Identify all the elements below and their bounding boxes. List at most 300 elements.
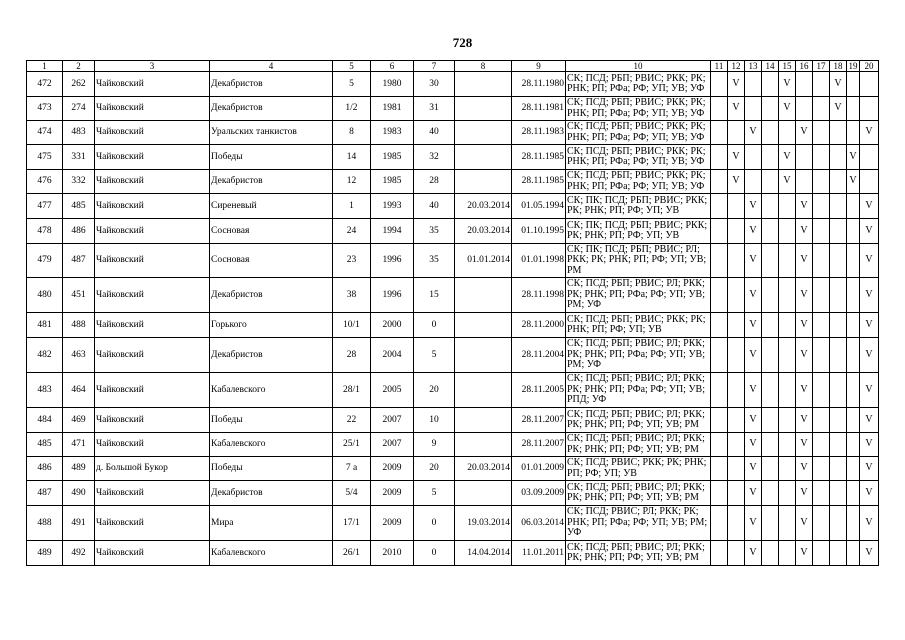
house-cell: 5 — [333, 72, 371, 97]
date-start-cell: 20.03.2014 — [455, 219, 512, 244]
column-header-13: 13 — [745, 61, 762, 72]
empty-mark-cell — [711, 97, 728, 121]
empty-mark-cell — [860, 145, 879, 170]
value-cell: 32 — [414, 145, 455, 170]
date-start-cell: 01.01.2014 — [455, 244, 512, 278]
page-number: 728 — [452, 35, 473, 50]
check-mark-cell: V — [860, 194, 879, 219]
empty-mark-cell — [847, 244, 860, 278]
table-row — [27, 481, 879, 506]
settlement-cell: Чайковский — [95, 433, 210, 457]
table-row — [27, 278, 879, 313]
empty-mark-cell — [728, 433, 745, 457]
empty-mark-cell — [779, 373, 796, 408]
check-mark-cell: V — [796, 541, 813, 566]
date-cell: 28.11.1980 — [512, 72, 566, 97]
value-cell: 0 — [414, 506, 455, 541]
id-cell: 262 — [63, 72, 95, 97]
date-start-cell — [455, 338, 512, 373]
empty-mark-cell — [745, 170, 762, 194]
empty-mark-cell — [847, 278, 860, 313]
empty-mark-cell — [830, 244, 847, 278]
column-header-16: 16 — [796, 61, 813, 72]
empty-mark-cell — [830, 145, 847, 170]
codes-cell: СК; ПСД; РБП; РВИС; РЛ; РКК; РК; РНК; РП; РФа; РФ; УП; УВ; РМ; УФ — [566, 338, 711, 373]
empty-mark-cell — [779, 313, 796, 338]
id-cell: 464 — [63, 373, 95, 408]
table-row — [27, 408, 879, 433]
empty-mark-cell — [813, 97, 830, 121]
id-cell: 471 — [63, 433, 95, 457]
id-cell: 491 — [63, 506, 95, 541]
date-cell: 03.09.2009 — [512, 481, 566, 506]
settlement-cell: Чайковский — [95, 219, 210, 244]
check-mark-cell: V — [796, 121, 813, 145]
empty-mark-cell — [813, 433, 830, 457]
empty-mark-cell — [728, 313, 745, 338]
id-cell: 469 — [63, 408, 95, 433]
codes-cell: СК; ПСД; РБП; РВИС; РЛ; РКК; РК; РНК; РП; РФ; УП; УВ; РМ — [566, 408, 711, 433]
table-row — [27, 373, 879, 408]
codes-cell: СК; ПСД; РБП; РВИС; РЛ; РКК; РК; РНК; РП; РФ; УП; УВ; РМ — [566, 433, 711, 457]
check-mark-cell: V — [745, 506, 762, 541]
column-header-5: 5 — [333, 61, 371, 72]
value-cell: 5 — [414, 481, 455, 506]
empty-mark-cell — [813, 194, 830, 219]
street-cell: Мира — [210, 506, 333, 541]
empty-mark-cell — [813, 219, 830, 244]
date-start-cell — [455, 408, 512, 433]
empty-mark-cell — [711, 313, 728, 338]
year-cell: 1996 — [371, 278, 414, 313]
row-number-cell: 489 — [27, 541, 63, 566]
year-cell: 2010 — [371, 541, 414, 566]
check-mark-cell: V — [728, 145, 745, 170]
column-header-11: 11 — [711, 61, 728, 72]
street-cell: Декабристов — [210, 170, 333, 194]
row-number-cell: 486 — [27, 457, 63, 481]
empty-mark-cell — [847, 121, 860, 145]
check-mark-cell: V — [796, 433, 813, 457]
empty-mark-cell — [728, 481, 745, 506]
house-cell: 24 — [333, 219, 371, 244]
value-cell: 31 — [414, 97, 455, 121]
value-cell: 9 — [414, 433, 455, 457]
table-row — [27, 506, 879, 541]
empty-mark-cell — [728, 194, 745, 219]
check-mark-cell: V — [745, 408, 762, 433]
date-cell: 28.11.2007 — [512, 433, 566, 457]
table-row — [27, 541, 879, 566]
check-mark-cell: V — [745, 481, 762, 506]
empty-mark-cell — [813, 373, 830, 408]
street-cell: Сосновая — [210, 244, 333, 278]
empty-mark-cell — [796, 170, 813, 194]
row-number-cell: 487 — [27, 481, 63, 506]
check-mark-cell: V — [796, 373, 813, 408]
house-cell: 26/1 — [333, 541, 371, 566]
empty-mark-cell — [711, 433, 728, 457]
year-cell: 2009 — [371, 457, 414, 481]
empty-mark-cell — [813, 506, 830, 541]
check-mark-cell: V — [745, 373, 762, 408]
street-cell: Декабристов — [210, 72, 333, 97]
empty-mark-cell — [779, 194, 796, 219]
empty-mark-cell — [762, 408, 779, 433]
check-mark-cell: V — [745, 194, 762, 219]
row-number-cell: 472 — [27, 72, 63, 97]
empty-mark-cell — [762, 457, 779, 481]
check-mark-cell: V — [796, 338, 813, 373]
empty-mark-cell — [847, 338, 860, 373]
check-mark-cell: V — [745, 121, 762, 145]
row-number-cell: 477 — [27, 194, 63, 219]
check-mark-cell: V — [860, 541, 879, 566]
value-cell: 15 — [414, 278, 455, 313]
year-cell: 2009 — [371, 506, 414, 541]
empty-mark-cell — [728, 373, 745, 408]
house-cell: 8 — [333, 121, 371, 145]
empty-mark-cell — [796, 97, 813, 121]
codes-cell: СК; ПК; ПСД; РБП; РВИС; РКК; РК; РНК; РП; РФ; УП; УВ — [566, 219, 711, 244]
house-cell: 23 — [333, 244, 371, 278]
check-mark-cell: V — [796, 219, 813, 244]
settlement-cell: Чайковский — [95, 506, 210, 541]
year-cell: 1983 — [371, 121, 414, 145]
empty-mark-cell — [762, 313, 779, 338]
empty-mark-cell — [779, 244, 796, 278]
check-mark-cell: V — [745, 433, 762, 457]
settlement-cell: Чайковский — [95, 194, 210, 219]
empty-mark-cell — [762, 373, 779, 408]
column-header-10: 10 — [566, 61, 711, 72]
empty-mark-cell — [762, 481, 779, 506]
year-cell: 2009 — [371, 481, 414, 506]
value-cell: 0 — [414, 541, 455, 566]
codes-cell: СК; ПСД; РВИС; РКК; РК; РНК; РП; РФ; УП; УВ — [566, 457, 711, 481]
id-cell: 331 — [63, 145, 95, 170]
empty-mark-cell — [762, 72, 779, 97]
column-header-20: 20 — [860, 61, 879, 72]
house-cell: 28/1 — [333, 373, 371, 408]
check-mark-cell: V — [728, 72, 745, 97]
value-cell: 0 — [414, 313, 455, 338]
row-number-cell: 483 — [27, 373, 63, 408]
empty-mark-cell — [847, 219, 860, 244]
row-number-cell: 479 — [27, 244, 63, 278]
column-header-15: 15 — [779, 61, 796, 72]
house-cell: 38 — [333, 278, 371, 313]
check-mark-cell: V — [860, 121, 879, 145]
table-row — [27, 72, 879, 97]
street-cell: Победы — [210, 408, 333, 433]
date-start-cell — [455, 313, 512, 338]
check-mark-cell: V — [860, 313, 879, 338]
empty-mark-cell — [711, 121, 728, 145]
check-mark-cell: V — [728, 97, 745, 121]
street-cell: Декабристов — [210, 481, 333, 506]
check-mark-cell: V — [745, 541, 762, 566]
date-start-cell — [455, 433, 512, 457]
empty-mark-cell — [860, 97, 879, 121]
empty-mark-cell — [711, 278, 728, 313]
empty-mark-cell — [847, 541, 860, 566]
row-number-cell: 485 — [27, 433, 63, 457]
street-cell: Кабалевского — [210, 373, 333, 408]
settlement-cell: Чайковский — [95, 121, 210, 145]
check-mark-cell: V — [779, 97, 796, 121]
date-start-cell — [455, 278, 512, 313]
year-cell: 1981 — [371, 97, 414, 121]
column-header-14: 14 — [762, 61, 779, 72]
check-mark-cell: V — [779, 145, 796, 170]
table-row — [27, 244, 879, 278]
table-row — [27, 313, 879, 338]
empty-mark-cell — [796, 72, 813, 97]
id-cell: 463 — [63, 338, 95, 373]
empty-mark-cell — [847, 481, 860, 506]
settlement-cell: Чайковский — [95, 97, 210, 121]
empty-mark-cell — [830, 433, 847, 457]
year-cell: 1980 — [371, 72, 414, 97]
check-mark-cell: V — [860, 506, 879, 541]
empty-mark-cell — [847, 457, 860, 481]
table-row — [27, 145, 879, 170]
column-header-18: 18 — [830, 61, 847, 72]
empty-mark-cell — [813, 338, 830, 373]
value-cell: 20 — [414, 373, 455, 408]
empty-mark-cell — [813, 145, 830, 170]
value-cell: 5 — [414, 338, 455, 373]
value-cell: 28 — [414, 170, 455, 194]
codes-cell: СК; ПСД; РБП; РВИС; РЛ; РКК; РК; РНК; РП; РФа; РФ; УП; УВ; РМ; УФ — [566, 278, 711, 313]
empty-mark-cell — [728, 121, 745, 145]
codes-cell: СК; ПСД; РБП; РВИС; РКК; РК; РНК; РП; РФа; РФ; УП; УВ; УФ — [566, 97, 711, 121]
date-start-cell: 19.03.2014 — [455, 506, 512, 541]
codes-cell: СК; ПСД; РБП; РВИС; РЛ; РКК; РК; РНК; РП; РФа; РФ; УП; УВ; РПД; УФ — [566, 373, 711, 408]
empty-mark-cell — [711, 72, 728, 97]
row-number-cell: 484 — [27, 408, 63, 433]
date-cell: 28.11.1998 — [512, 278, 566, 313]
empty-mark-cell — [847, 408, 860, 433]
street-cell: Сосновая — [210, 219, 333, 244]
codes-cell: СК; ПСД; РБП; РВИС; РЛ; РКК; РК; РНК; РП; РФ; УП; УВ; РМ — [566, 541, 711, 566]
empty-mark-cell — [779, 433, 796, 457]
date-cell: 28.11.1983 — [512, 121, 566, 145]
empty-mark-cell — [728, 457, 745, 481]
table-row — [27, 457, 879, 481]
id-cell: 486 — [63, 219, 95, 244]
empty-mark-cell — [711, 481, 728, 506]
empty-mark-cell — [762, 97, 779, 121]
value-cell: 30 — [414, 72, 455, 97]
settlement-cell: Чайковский — [95, 170, 210, 194]
date-cell: 28.11.2000 — [512, 313, 566, 338]
settlement-cell: Чайковский — [95, 338, 210, 373]
column-header-6: 6 — [371, 61, 414, 72]
check-mark-cell: V — [745, 338, 762, 373]
street-cell: Победы — [210, 145, 333, 170]
codes-cell: СК; ПК; ПСД; РБП; РВИС; РЛ; РКК; РК; РНК; РП; РФ; УП; УВ; РМ — [566, 244, 711, 278]
date-start-cell — [455, 72, 512, 97]
id-cell: 492 — [63, 541, 95, 566]
check-mark-cell: V — [860, 278, 879, 313]
date-cell: 01.01.2009 — [512, 457, 566, 481]
empty-mark-cell — [813, 408, 830, 433]
column-header-8: 8 — [455, 61, 512, 72]
empty-mark-cell — [779, 121, 796, 145]
empty-mark-cell — [830, 170, 847, 194]
table-row — [27, 433, 879, 457]
empty-mark-cell — [813, 457, 830, 481]
date-start-cell: 20.03.2014 — [455, 457, 512, 481]
value-cell: 35 — [414, 244, 455, 278]
check-mark-cell: V — [745, 219, 762, 244]
empty-mark-cell — [762, 219, 779, 244]
table-row — [27, 97, 879, 121]
date-cell: 28.11.2004 — [512, 338, 566, 373]
check-mark-cell: V — [860, 481, 879, 506]
check-mark-cell: V — [860, 433, 879, 457]
id-cell: 488 — [63, 313, 95, 338]
empty-mark-cell — [813, 481, 830, 506]
street-cell: Декабристов — [210, 278, 333, 313]
row-number-cell: 481 — [27, 313, 63, 338]
empty-mark-cell — [711, 244, 728, 278]
column-header-12: 12 — [728, 61, 745, 72]
empty-mark-cell — [779, 457, 796, 481]
register-table — [26, 60, 879, 566]
empty-mark-cell — [830, 219, 847, 244]
empty-mark-cell — [813, 170, 830, 194]
date-start-cell: 20.03.2014 — [455, 194, 512, 219]
empty-mark-cell — [813, 72, 830, 97]
empty-mark-cell — [762, 170, 779, 194]
empty-mark-cell — [762, 244, 779, 278]
check-mark-cell: V — [796, 481, 813, 506]
date-start-cell: 14.04.2014 — [455, 541, 512, 566]
codes-cell: СК; ПК; ПСД; РБП; РВИС; РКК; РК; РНК; РП; РФ; УП; УВ — [566, 194, 711, 219]
street-cell: Уральских танкистов — [210, 121, 333, 145]
empty-mark-cell — [813, 121, 830, 145]
date-cell: 01.05.1994 — [512, 194, 566, 219]
id-cell: 451 — [63, 278, 95, 313]
check-mark-cell: V — [779, 72, 796, 97]
empty-mark-cell — [779, 481, 796, 506]
house-cell: 25/1 — [333, 433, 371, 457]
year-cell: 2005 — [371, 373, 414, 408]
codes-cell: СК; ПСД; РВИС; РЛ; РКК; РК; РНК; РП; РФа; РФ; УП; УВ; РМ; УФ — [566, 506, 711, 541]
check-mark-cell: V — [860, 244, 879, 278]
check-mark-cell: V — [830, 97, 847, 121]
house-cell: 22 — [333, 408, 371, 433]
column-header-19: 19 — [848, 61, 858, 71]
date-cell: 06.03.2014 — [512, 506, 566, 541]
empty-mark-cell — [830, 541, 847, 566]
date-cell: 28.11.2005 — [512, 373, 566, 408]
empty-mark-cell — [813, 541, 830, 566]
empty-mark-cell — [830, 278, 847, 313]
empty-mark-cell — [728, 219, 745, 244]
column-header-4: 4 — [210, 61, 333, 72]
table-row — [27, 170, 879, 194]
row-number-cell: 480 — [27, 278, 63, 313]
codes-cell: СК; ПСД; РБП; РВИС; РКК; РК; РНК; РП; РФа; РФ; УП; УВ; УФ — [566, 145, 711, 170]
empty-mark-cell — [830, 457, 847, 481]
row-number-cell: 482 — [27, 338, 63, 373]
check-mark-cell: V — [796, 244, 813, 278]
empty-mark-cell — [830, 121, 847, 145]
date-start-cell — [455, 121, 512, 145]
empty-mark-cell — [711, 541, 728, 566]
codes-cell: СК; ПСД; РБП; РВИС; РКК; РК; РНК; РП; РФа; РФ; УП; УВ; УФ — [566, 72, 711, 97]
empty-mark-cell — [711, 373, 728, 408]
check-mark-cell: V — [860, 219, 879, 244]
settlement-cell: Чайковский — [95, 244, 210, 278]
empty-mark-cell — [779, 278, 796, 313]
house-cell: 12 — [333, 170, 371, 194]
empty-mark-cell — [728, 506, 745, 541]
year-cell: 1996 — [371, 244, 414, 278]
empty-mark-cell — [728, 408, 745, 433]
street-cell: Кабалевского — [210, 433, 333, 457]
table-row — [27, 219, 879, 244]
empty-mark-cell — [711, 506, 728, 541]
date-cell: 01.01.1998 — [512, 244, 566, 278]
empty-mark-cell — [762, 121, 779, 145]
year-cell: 1994 — [371, 219, 414, 244]
column-header-7: 7 — [414, 61, 455, 72]
empty-mark-cell — [779, 219, 796, 244]
check-mark-cell: V — [847, 170, 860, 194]
settlement-cell: Чайковский — [95, 278, 210, 313]
street-cell: Декабристов — [210, 97, 333, 121]
empty-mark-cell — [860, 170, 879, 194]
empty-mark-cell — [860, 72, 879, 97]
year-cell: 2000 — [371, 313, 414, 338]
empty-mark-cell — [830, 338, 847, 373]
empty-mark-cell — [711, 170, 728, 194]
column-header-1: 1 — [27, 61, 63, 72]
empty-mark-cell — [830, 313, 847, 338]
empty-mark-cell — [779, 541, 796, 566]
date-start-cell — [455, 97, 512, 121]
value-cell: 20 — [414, 457, 455, 481]
empty-mark-cell — [728, 278, 745, 313]
street-cell: Победы — [210, 457, 333, 481]
empty-mark-cell — [830, 481, 847, 506]
house-cell: 1/2 — [333, 97, 371, 121]
id-cell: 490 — [63, 481, 95, 506]
codes-cell: СК; ПСД; РБП; РВИС; РКК; РК; РНК; РП; РФа; РФ; УП; УВ; УФ — [566, 121, 711, 145]
settlement-cell: Чайковский — [95, 541, 210, 566]
id-cell: 485 — [63, 194, 95, 219]
row-number-cell: 475 — [27, 145, 63, 170]
house-cell: 14 — [333, 145, 371, 170]
check-mark-cell: V — [796, 278, 813, 313]
check-mark-cell: V — [796, 194, 813, 219]
empty-mark-cell — [728, 338, 745, 373]
empty-mark-cell — [813, 278, 830, 313]
value-cell: 40 — [414, 194, 455, 219]
date-start-cell — [455, 170, 512, 194]
empty-mark-cell — [762, 194, 779, 219]
column-header-2: 2 — [63, 61, 95, 72]
year-cell: 1985 — [371, 145, 414, 170]
date-cell: 11.01.2011 — [512, 541, 566, 566]
date-cell: 01.10.1995 — [512, 219, 566, 244]
street-cell: Декабристов — [210, 338, 333, 373]
